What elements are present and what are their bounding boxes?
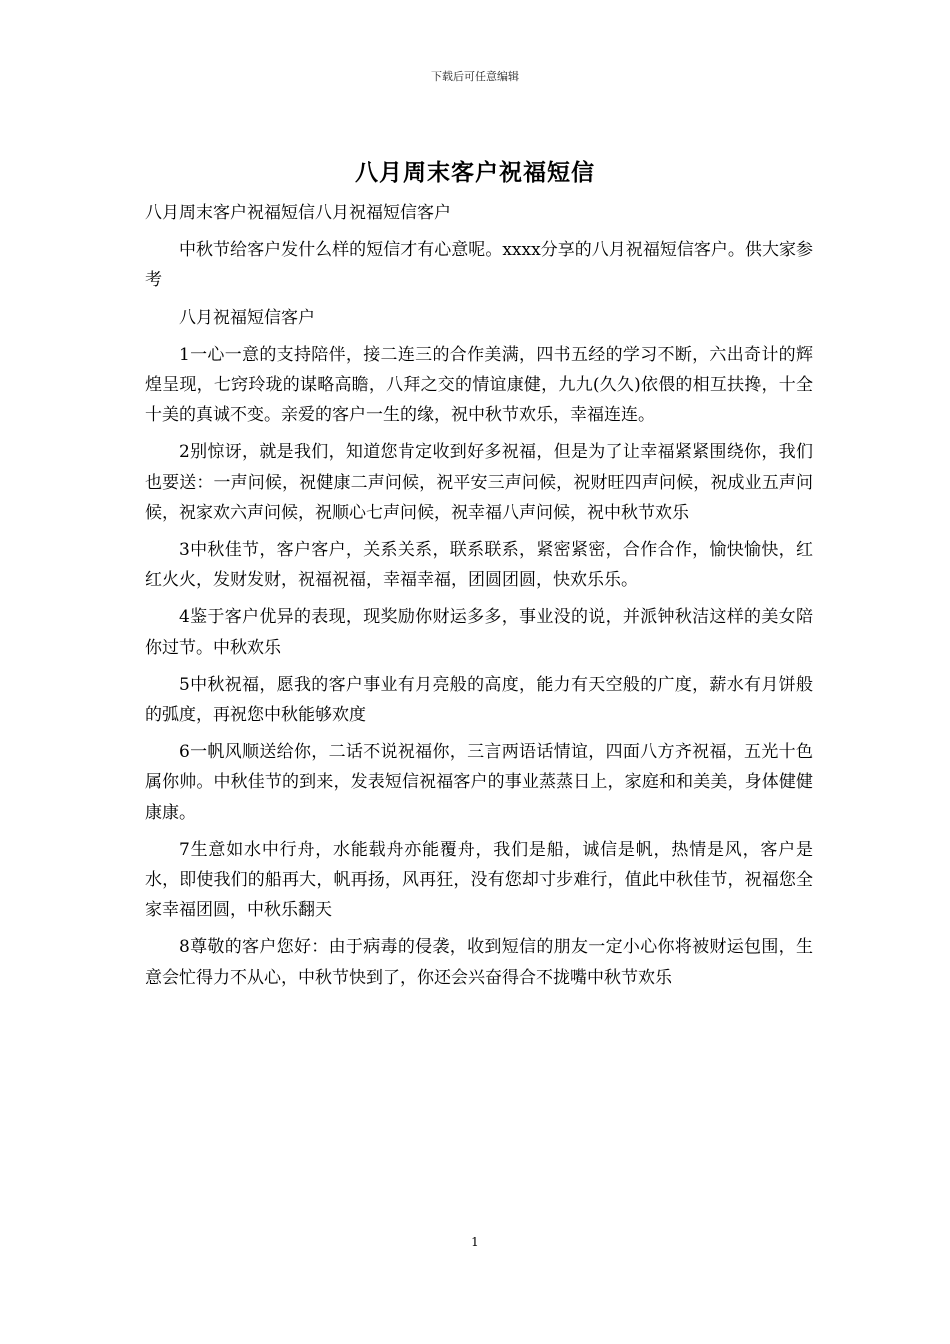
- paragraph-message-8: 8尊敬的客户您好：由于病毒的侵袭，收到短信的朋友一定小心你将被财运包围，生意会忙得力不从心，中秋节快到了，你还会兴奋得合不拢嘴中秋节欢乐: [145, 937, 813, 988]
- document-title: 八月周末客户祝福短信: [355, 159, 595, 186]
- paragraph-message-6: 6一帆风顺送给你，二话不说祝福你，三言两语话情谊，四面八方齐祝福，五光十色属你帅。中秋佳节的到来，发表短信祝福客户的事业蒸蒸日上，家庭和和美美，身体健健康康。: [145, 742, 813, 823]
- paragraph-message-2: 2别惊讶，就是我们，知道您肯定收到好多祝福，但是为了让幸福紧紧围绕你，我们也要送：一声问候，祝健康二声问候，祝平安三声问候，祝财旺四声问候，祝成业五声问候，祝家欢六声问候，祝顺心七声问候，祝幸福八声问候，祝中秋节欢乐: [145, 442, 813, 523]
- paragraph-subtitle: 八月周末客户祝福短信八月祝福短信客户: [145, 203, 451, 223]
- paragraph-message-5: 5中秋祝福，愿我的客户事业有月亮般的高度，能力有天空般的广度，薪水有月饼般的弧度，再祝您中秋能够欢度: [145, 674, 813, 726]
- paragraph-intro: 中秋节给客户发什么样的短信才有心意呢。xxxx分享的八月祝福短信客户。供大家参考: [145, 240, 813, 291]
- paragraph-message-4: 4鉴于客户优异的表现，现奖励你财运多多，事业没的说，并派钟秋洁这样的美女陪你过节。中秋欢乐: [145, 607, 813, 658]
- paragraph-heading: 八月祝福短信客户: [179, 307, 315, 328]
- paragraph-message-1: 1一心一意的支持陪伴，接二连三的合作美满，四书五经的学习不断，六出奇计的辉煌呈现，七窍玲珑的谋略高瞻，八拜之交的情谊康健，九九(久久)依偎的相互扶搀，十全十美的真诚不变。亲爱的客户一生的缘，祝中秋节欢乐，幸福连连。: [145, 344, 813, 426]
- document-body: [145, 198, 813, 1000]
- page-number: 1: [471, 1235, 479, 1249]
- paragraph-message-7: 7生意如水中行舟，水能载舟亦能覆舟，我们是船，诚信是帆，热情是风，客户是水，即使我们的船再大，帆再扬，风再狂，没有您却寸步难行，值此中秋佳节，祝福您全家幸福团圆，中秋乐翻天: [145, 839, 813, 921]
- header-note: 下载后可任意编辑: [431, 70, 519, 83]
- paragraph-message-3: 3中秋佳节，客户客户，关系关系，联系联系，紧密紧密，合作合作，愉快愉快，红红火火，发财发财，祝福祝福，幸福幸福，团圆团圆，快欢乐乐。: [145, 540, 813, 591]
